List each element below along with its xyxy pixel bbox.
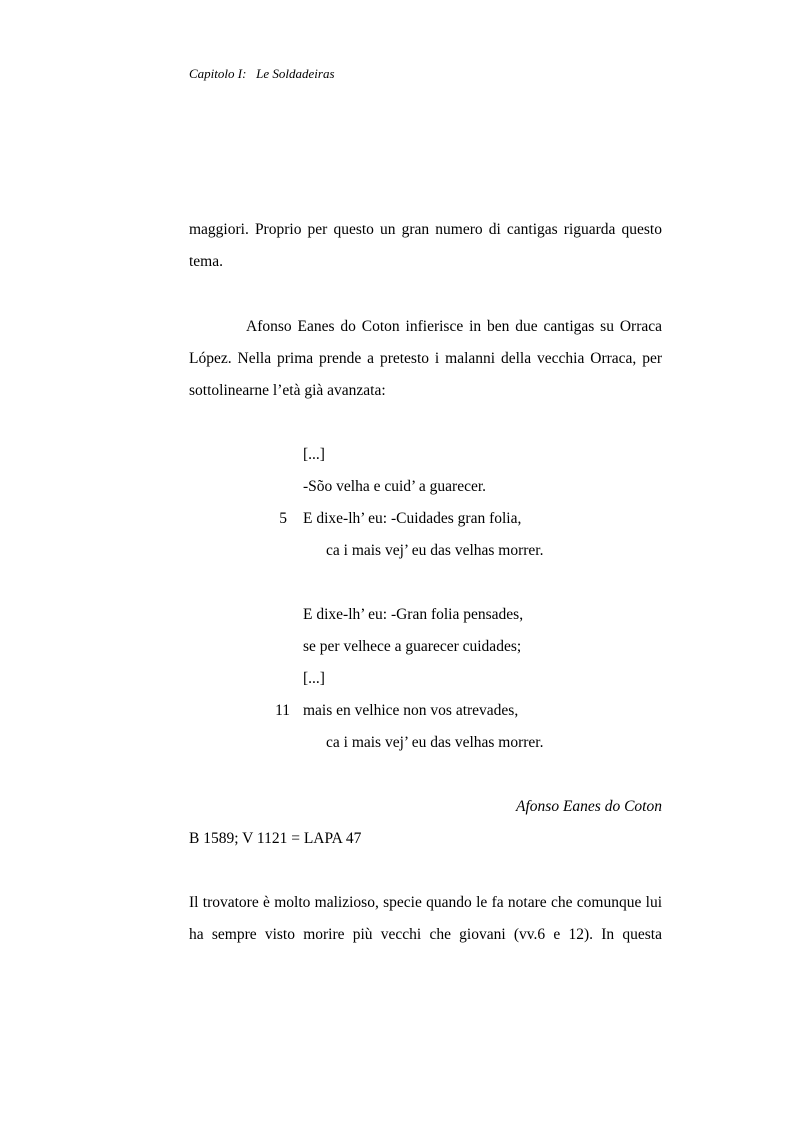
paragraph-text: maggiori. Proprio per questo un gran numero di cantigas riguarda questo tema. <box>189 221 662 270</box>
verse-line-number: 11 <box>275 702 290 719</box>
paragraph-commentary <box>189 887 662 951</box>
verse-line: [...] <box>303 446 325 463</box>
paragraph-continuation <box>189 214 662 278</box>
verse-refrain: ca i mais vej’ eu das velhas morrer. <box>326 734 544 751</box>
verse-line-number: 5 <box>279 510 287 527</box>
paragraph-text: Afonso Eanes do Coton infierisce in ben due cantigas su Orraca López. Nella prima prende a pretesto i malanni della vecchia Orraca, per sottolinearne l’età già avanzata: <box>189 318 662 399</box>
verse-line: [...] <box>303 670 325 687</box>
verse-refrain: ca i mais vej’ eu das velhas morrer. <box>326 542 544 559</box>
manuscript-reference: B 1589; V 1121 = LAPA 47 <box>189 830 362 847</box>
chapter-title: Le Soldadeiras <box>256 66 335 81</box>
verse-line: E dixe-lh’ eu: -Cuidades gran folia, <box>303 510 522 527</box>
verse-line: se per velhece a guarecer cuidades; <box>303 638 522 655</box>
verse-line: -Sõo velha e cuid’ a guarecer. <box>303 478 487 495</box>
paragraph-text: Il trovatore è molto malizioso, specie quando le fa notare che comunque lui ha sempre visto morire più vecchi che giovani (vv.6 e 12). In questa <box>189 894 662 943</box>
verse-line: E dixe-lh’ eu: -Gran folia pensades, <box>303 606 524 623</box>
poem-attribution: Afonso Eanes do Coton <box>516 798 662 815</box>
chapter-label: Capitolo I: <box>189 66 247 81</box>
paragraph-intro <box>189 311 662 407</box>
running-header <box>189 66 335 82</box>
verse-line: mais en velhice non vos atrevades, <box>303 702 519 719</box>
